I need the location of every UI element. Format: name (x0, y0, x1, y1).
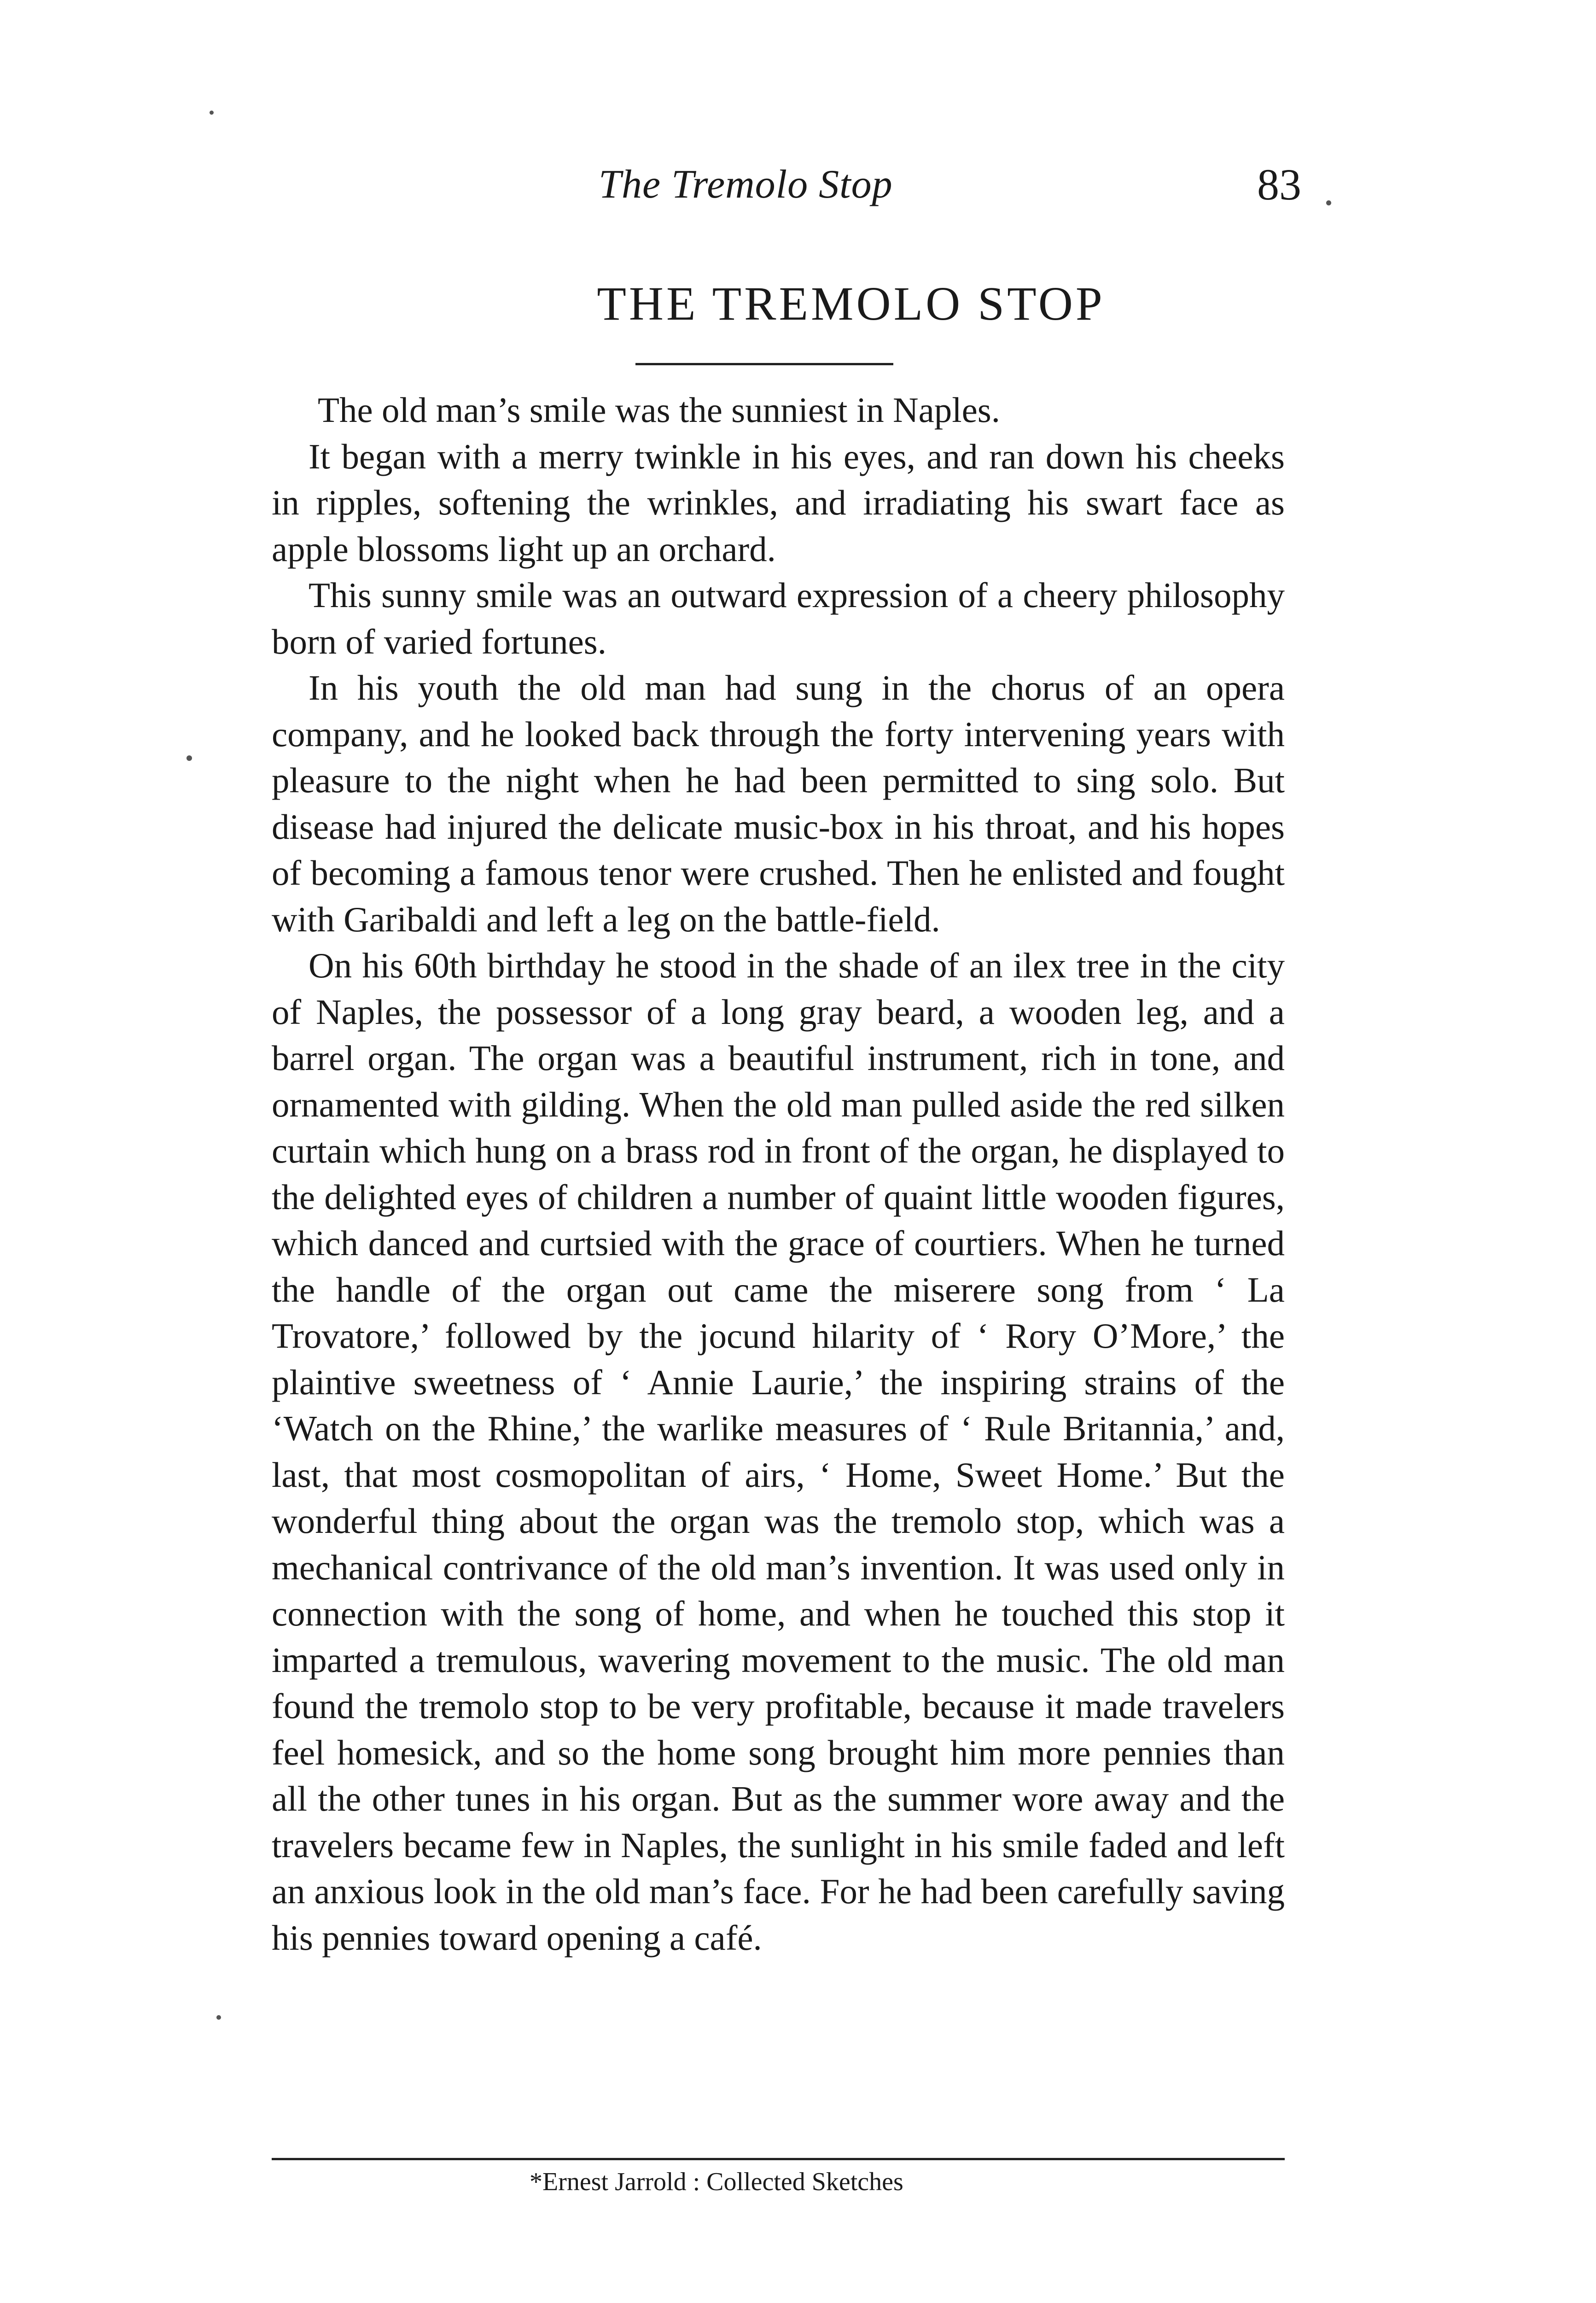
scan-speck (186, 755, 192, 761)
page-number: 83 (1257, 160, 1301, 209)
paragraph-5: On his 60th birthday he stood in the shade of an ilex tree in the city of Naples, the possessor of a long gray beard, a wooden leg, and a barrel organ. The organ was a beautiful instrument, rich in tone, and ornamented with gilding. When the old man pulled aside the red silken curtain which hung on a brass rod in front of the organ, he displayed to the delighted eyes of children a number of quaint little wooden figures, which danced and curtsied with the grace of courtiers. When he turned the handle of the organ out came the miserere song from ‘ La Trovatore,’ followed by the jocund hilarity of ‘ Rory O’More,’ the plaintive sweetness of ‘ Annie Laurie,’ the inspiring strains of the ‘Watch on the Rhine,’ the warlike measures of ‘ Rule Britannia,’ and, last, that most cosmopolitan of airs, ‘ Home, Sweet Home.’ But the wonderful thing about the organ was the tremolo stop, which was a mechanical contrivance of the old man’s invention. It was used only in connection with the song of home, and when he touched this stop it imparted a tremulous, wavering movement to the music. The old man found the tremolo stop to be very profitable, because it made travelers feel homesick, and so the home song brought him more pennies than all the other tunes in his organ. But as the summer wore away and the travelers became few in Naples, the sunlight in his smile faded and left an anxious look in the old man’s face. For he had been carefully saving his pennies toward opening a café. (272, 946, 1285, 1958)
paragraph-3: This sunny smile was an outward expression of a cheery philosophy born of varied fortunes. (272, 575, 1285, 661)
scan-speck (216, 2015, 221, 2020)
running-head-title: The Tremolo Stop (599, 162, 893, 207)
footnote: *Ernest Jarrold : Collected Sketches (530, 2168, 903, 2196)
paragraph-4: In his youth the old man had sung in the chorus of an opera company, and he looked back through the forty intervening years with pleasure to the night when he had been permitted to sing solo. But disease had injured the delicate music-box in his throat, and his hopes of becoming a famous tenor were crushed. Then he enlisted and fought with Garibaldi and left a leg on the battle-field. (272, 668, 1285, 939)
body-text (272, 387, 1285, 1961)
footnote-rule (272, 2158, 1285, 2160)
scan-speck (1326, 200, 1331, 205)
paragraph-2: It began with a merry twinkle in his eyes, and ran down his cheeks in ripples, softening the wrinkles, and irradiating his swart face as apple blossoms light up an orchard. (272, 436, 1285, 569)
paragraph-1: The old man’s smile was the sunniest in Naples. (318, 390, 1001, 430)
chapter-title: THE TREMOLO STOP (597, 277, 1105, 330)
scan-speck (210, 111, 214, 115)
title-rule (635, 363, 893, 365)
